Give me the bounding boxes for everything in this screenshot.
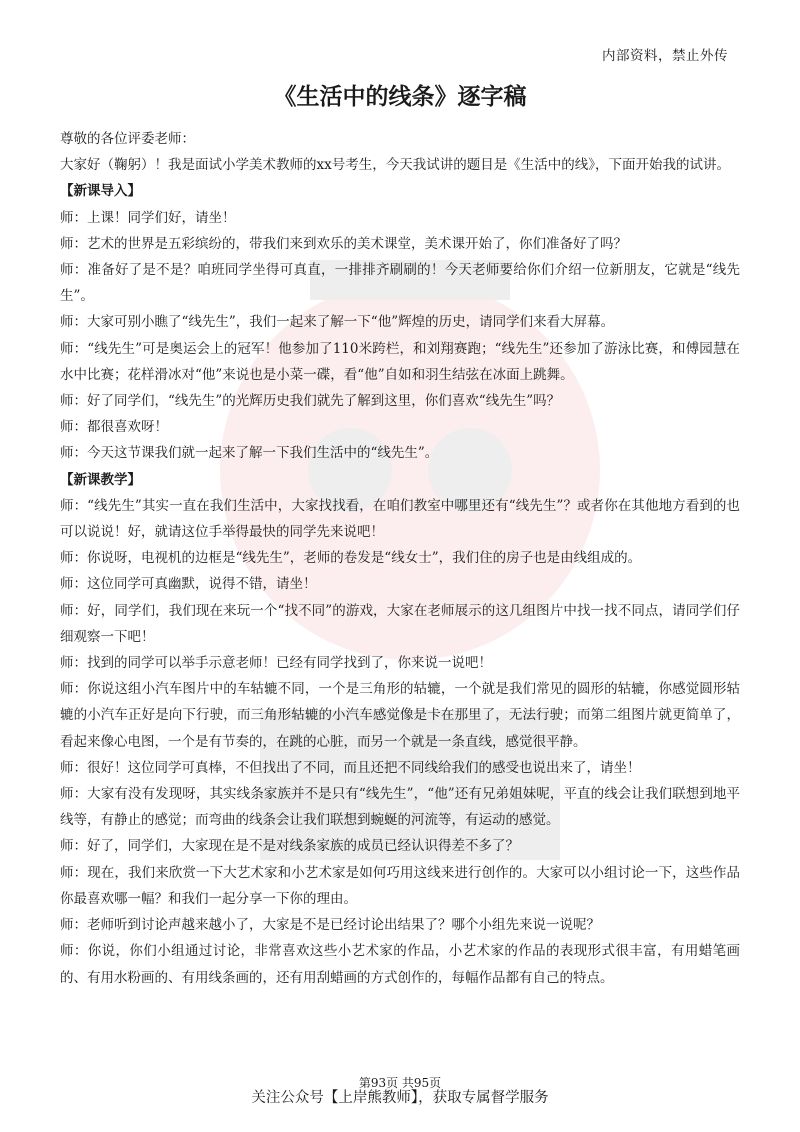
section-heading: 【新课教学】: [60, 471, 141, 488]
document-title: 《生活中的线条》逐字稿: [273, 84, 527, 110]
paragraph: 师：都很喜欢呀！: [60, 419, 168, 436]
paragraph: 师：你说这组小汽车图片中的车轱辘不同，一个是三角形的轱辘，一个就是我们常见的圆形的轱辘，你感觉圆形轱辘的小汽车正好是向下行驶，而三角形轱辘的小汽车感觉像是卡在那里了，无法行驶；而第二组图片就更简单了，看起来像心电图，一个是有节奏的，在跳的心脏，而另一个就是一条直线，感觉很平静。: [60, 681, 740, 750]
paragraph: 师：老师听到讨论声越来越小了，大家是不是已经讨论出结果了？哪个小组先来说一说呢？: [60, 917, 600, 934]
paragraph: 师：你说，你们小组通过讨论，非常喜欢这些小艺术家的作品，小艺术家的作品的表现形式很丰富，有用蜡笔画的、有用水粉画的、有用线条画的，还有用刮蜡画的方式创作的，每幅作品都有自己的特点。: [60, 943, 740, 986]
paragraph: 师：很好！这位同学可真棒，不但找出了不同，而且还把不同线给我们的感受也说出来了，请坐！: [60, 759, 641, 776]
paragraph: 师：“线先生”其实一直在我们生活中，大家找找看，在咱们教室中哪里还有“线先生”？或者你在其他地方看到的也可以说说！好，就请这位手举得最快的同学先来说吧！: [60, 497, 740, 541]
paragraph: 师：找到的同学可以举手示意老师！已经有同学找到了，你来说一说吧！: [60, 655, 492, 672]
paragraph: 师：艺术的世界是五彩缤纷的，带我们来到欢乐的美术课堂，美术课开始了，你们准备好了吗？: [60, 235, 627, 252]
page-number: 第93页 共95页: [358, 1076, 442, 1090]
paragraph: 师：好了，同学们，大家现在是不是对线条家族的成员已经认识得差不多了？: [60, 838, 519, 855]
paragraph: 师：“线先生”可是奥运会上的冠军！他参加了110米跨栏，和刘翔赛跑；“线先生”还参加了游泳比赛，和傅园慧在水中比赛；花样滑冰对“他”来说也是小菜一碟，看“他”自如和羽生结弦在冰面上跳舞。: [60, 340, 740, 383]
section-heading: 【新课导入】: [60, 183, 141, 200]
paragraph: 师：现在，我们来欣赏一下大艺术家和小艺术家是如何巧用这线来进行创作的。大家可以小组讨论一下，这些作品你最喜欢哪一幅？和我们一起分享一下你的理由。: [60, 864, 740, 907]
paragraph: 师：准备好了是不是？咱班同学坐得可真直，一排排齐刷刷的！今天老师要给你们介绍一位新朋友，它就是“线先生”。: [60, 262, 740, 305]
confidential-note: 内部资料，禁止外传: [602, 48, 728, 64]
paragraph: 师：今天这节课我们就一起来了解一下我们生活中的“线先生”。: [60, 445, 439, 462]
paragraph: 尊敬的各位评委老师：: [60, 131, 195, 147]
transcript-body: [60, 126, 740, 991]
paragraph: 师：好，同学们，我们现在来玩一个“找不同”的游戏，大家在老师展示的这几组图片中找一找不同点，请同学们仔细观察一下吧！: [60, 602, 740, 645]
paragraph: 师：大家可别小瞧了“线先生”，我们一起来了解一下“他”辉煌的历史，请同学们来看大屏幕。: [60, 314, 615, 331]
paragraph: 师：你说呀，电视机的边框是“线先生”，老师的卷发是“线女士”，我们住的房子也是由线组成的。: [60, 550, 642, 567]
paragraph: 师：大家有没有发现呀，其实线条家族并不是只有“线先生”，“他”还有兄弟姐妹呢，平直的线会让我们联想到地平线等，有静止的感觉；而弯曲的线条会让我们联想到蜿蜒的河流等，有运动的感觉。: [60, 786, 740, 829]
paragraph: 师：这位同学可真幽默，说得不错，请坐！: [60, 576, 317, 593]
paragraph: 师：上课！同学们好，请坐！: [60, 209, 236, 226]
paragraph: 大家好（鞠躬）！我是面试小学美术教师的xx号考生，今天我试讲的题目是《生活中的线》，下面开始我的试讲。: [60, 157, 730, 174]
paragraph: 师：好了同学们，“线先生”的光辉历史我们就先了解到这里，你们喜欢“线先生”吗？: [60, 393, 561, 410]
footer-promo: 关注公众号【上岸熊教师】，获取专属督学服务: [251, 1090, 549, 1106]
